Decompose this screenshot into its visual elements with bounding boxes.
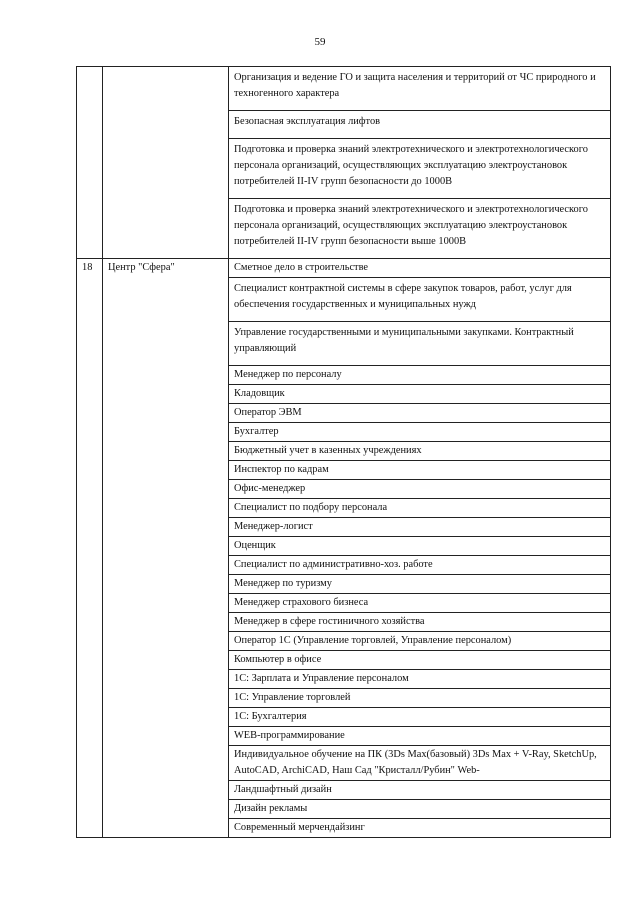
course-cell: Безопасная эксплуатация лифтов (229, 111, 611, 139)
course-cell: Бюджетный учет в казенных учреждениях (229, 442, 611, 461)
course-cell: 1С: Зарплата и Управление персоналом (229, 670, 611, 689)
course-cell: Специалист по административно-хоз. работе (229, 556, 611, 575)
table-row (77, 259, 611, 278)
course-cell: Оператор ЭВМ (229, 404, 611, 423)
course-cell: Специалист контрактной системы в сфере закупок товаров, работ, услуг для обеспечения государственных и муниципальных нужд (229, 278, 611, 322)
course-cell: Управление государственными и муниципальными закупками. Контрактный управляющий (229, 322, 611, 366)
course-cell: Подготовка и проверка знаний электротехнического и электротехнологического персонала организаций, осуществляющих эксплуатацию электроустановок потребителей II-IV групп безопасности до 1000В (229, 139, 611, 199)
course-cell: Компьютер в офисе (229, 651, 611, 670)
courses-table (76, 66, 611, 838)
course-cell: Индивидуальное обучение на ПК (3Ds Max(базовый) 3Ds Max + V-Ray, SketchUp, AutoCAD, ArchiCAD, Наш Сад "Кристалл/Рубин" Web- (229, 746, 611, 781)
course-cell: Подготовка и проверка знаний электротехнического и электротехнологического персонала организаций, осуществляющих эксплуатацию электроустановок потребителей II-IV групп безопасности выше 1000В (229, 199, 611, 259)
course-cell: Менеджер страхового бизнеса (229, 594, 611, 613)
course-cell: Современный мерчендайзинг (229, 819, 611, 838)
course-cell: Организация и ведение ГО и защита населения и территорий от ЧС природного и техногенного характера (229, 67, 611, 111)
course-cell: Офис-менеджер (229, 480, 611, 499)
course-cell: 1С: Бухгалтерия (229, 708, 611, 727)
course-cell: Менеджер в сфере гостиничного хозяйства (229, 613, 611, 632)
course-cell: Инспектор по кадрам (229, 461, 611, 480)
row-number: 18 (77, 259, 103, 838)
organization-name: Центр "Сфера" (103, 259, 229, 838)
course-cell: Менеджер-логист (229, 518, 611, 537)
course-cell: Менеджер по персоналу (229, 366, 611, 385)
table-row (77, 67, 611, 111)
course-cell: Кладовщик (229, 385, 611, 404)
course-cell: Оператор 1С (Управление торговлей, Управление персоналом) (229, 632, 611, 651)
course-cell: WEB-программирование (229, 727, 611, 746)
course-cell: Ландшафтный дизайн (229, 781, 611, 800)
course-cell: Дизайн рекламы (229, 800, 611, 819)
number-cell (77, 67, 103, 259)
course-cell: 1С: Управление торговлей (229, 689, 611, 708)
course-cell: Менеджер по туризму (229, 575, 611, 594)
course-cell: Сметное дело в строительстве (229, 259, 611, 278)
organization-cell (103, 67, 229, 259)
course-cell: Специалист по подбору персонала (229, 499, 611, 518)
course-cell: Бухгалтер (229, 423, 611, 442)
page-number: 59 (314, 36, 326, 48)
course-cell: Оценщик (229, 537, 611, 556)
